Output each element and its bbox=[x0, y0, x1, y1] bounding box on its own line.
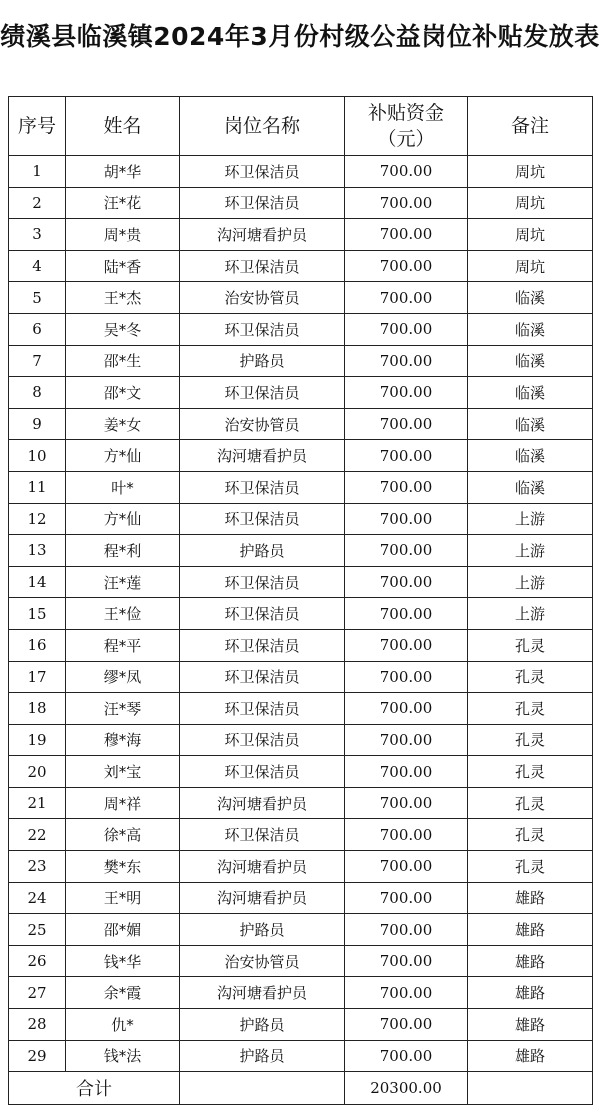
cell-seq: 2 bbox=[9, 187, 66, 219]
cell-post: 环卫保洁员 bbox=[180, 377, 345, 409]
cell-seq: 18 bbox=[9, 693, 66, 725]
cell-remark: 上游 bbox=[468, 503, 593, 535]
cell-seq: 26 bbox=[9, 945, 66, 977]
cell-name: 汪*琴 bbox=[66, 693, 180, 725]
table-row bbox=[9, 440, 593, 472]
cell-seq: 28 bbox=[9, 1009, 66, 1041]
cell-remark: 临溪 bbox=[468, 440, 593, 472]
table-row bbox=[9, 756, 593, 788]
table-row bbox=[9, 408, 593, 440]
cell-amount: 700.00 bbox=[345, 977, 468, 1009]
cell-name: 邵*生 bbox=[66, 345, 180, 377]
cell-seq: 12 bbox=[9, 503, 66, 535]
cell-name: 叶* bbox=[66, 471, 180, 503]
cell-remark: 上游 bbox=[468, 566, 593, 598]
cell-remark: 上游 bbox=[468, 598, 593, 630]
total-post-empty bbox=[180, 1072, 345, 1105]
cell-name: 余*霞 bbox=[66, 977, 180, 1009]
table-row bbox=[9, 250, 593, 282]
cell-name: 仇* bbox=[66, 1009, 180, 1041]
cell-name: 钱*法 bbox=[66, 1040, 180, 1072]
table-row bbox=[9, 724, 593, 756]
table-row bbox=[9, 219, 593, 251]
cell-name: 邵*媚 bbox=[66, 914, 180, 946]
cell-name: 周*祥 bbox=[66, 787, 180, 819]
cell-remark: 雄路 bbox=[468, 914, 593, 946]
table-row bbox=[9, 787, 593, 819]
cell-amount: 700.00 bbox=[345, 408, 468, 440]
table-row bbox=[9, 661, 593, 693]
cell-seq: 24 bbox=[9, 882, 66, 914]
cell-post: 沟河塘看护员 bbox=[180, 219, 345, 251]
cell-amount: 700.00 bbox=[345, 945, 468, 977]
cell-name: 王*俭 bbox=[66, 598, 180, 630]
cell-post: 护路员 bbox=[180, 535, 345, 567]
cell-name: 方*仙 bbox=[66, 503, 180, 535]
cell-seq: 10 bbox=[9, 440, 66, 472]
cell-name: 徐*高 bbox=[66, 819, 180, 851]
cell-post: 治安协管员 bbox=[180, 945, 345, 977]
cell-name: 汪*花 bbox=[66, 187, 180, 219]
cell-name: 吴*冬 bbox=[66, 313, 180, 345]
cell-remark: 雄路 bbox=[468, 882, 593, 914]
table-row bbox=[9, 945, 593, 977]
total-amount: 20300.00 bbox=[345, 1072, 468, 1105]
cell-amount: 700.00 bbox=[345, 282, 468, 314]
cell-remark: 周坑 bbox=[468, 187, 593, 219]
cell-post: 环卫保洁员 bbox=[180, 598, 345, 630]
table-row bbox=[9, 977, 593, 1009]
cell-seq: 11 bbox=[9, 471, 66, 503]
cell-post: 沟河塘看护员 bbox=[180, 851, 345, 883]
cell-name: 穆*海 bbox=[66, 724, 180, 756]
cell-remark: 临溪 bbox=[468, 282, 593, 314]
cell-post: 沟河塘看护员 bbox=[180, 977, 345, 1009]
header-amount-line1: 补贴资金 bbox=[367, 102, 444, 124]
cell-remark: 雄路 bbox=[468, 1040, 593, 1072]
header-remark: 备注 bbox=[468, 97, 593, 156]
cell-post: 沟河塘看护员 bbox=[180, 440, 345, 472]
cell-seq: 22 bbox=[9, 819, 66, 851]
cell-amount: 700.00 bbox=[345, 156, 468, 188]
table-row bbox=[9, 1040, 593, 1072]
cell-post: 环卫保洁员 bbox=[180, 661, 345, 693]
cell-amount: 700.00 bbox=[345, 787, 468, 819]
cell-post: 护路员 bbox=[180, 1009, 345, 1041]
cell-name: 缪*凤 bbox=[66, 661, 180, 693]
cell-seq: 23 bbox=[9, 851, 66, 883]
table-row bbox=[9, 566, 593, 598]
cell-post: 治安协管员 bbox=[180, 408, 345, 440]
cell-amount: 700.00 bbox=[345, 693, 468, 725]
cell-amount: 700.00 bbox=[345, 535, 468, 567]
header-amount-line2: （元） bbox=[377, 128, 435, 150]
cell-amount: 700.00 bbox=[345, 219, 468, 251]
table-row bbox=[9, 471, 593, 503]
cell-name: 王*杰 bbox=[66, 282, 180, 314]
cell-post: 环卫保洁员 bbox=[180, 471, 345, 503]
table-row bbox=[9, 345, 593, 377]
cell-amount: 700.00 bbox=[345, 724, 468, 756]
total-row bbox=[9, 1072, 593, 1105]
cell-seq: 5 bbox=[9, 282, 66, 314]
total-label: 合计 bbox=[9, 1072, 180, 1105]
cell-seq: 3 bbox=[9, 219, 66, 251]
cell-remark: 孔灵 bbox=[468, 693, 593, 725]
document-title: 绩溪县临溪镇2024年3月份村级公益岗位补贴发放表 bbox=[0, 22, 600, 51]
cell-amount: 700.00 bbox=[345, 345, 468, 377]
cell-post: 沟河塘看护员 bbox=[180, 787, 345, 819]
cell-remark: 雄路 bbox=[468, 977, 593, 1009]
cell-seq: 17 bbox=[9, 661, 66, 693]
cell-seq: 4 bbox=[9, 250, 66, 282]
cell-amount: 700.00 bbox=[345, 629, 468, 661]
cell-remark: 雄路 bbox=[468, 1009, 593, 1041]
cell-amount: 700.00 bbox=[345, 661, 468, 693]
cell-amount: 700.00 bbox=[345, 313, 468, 345]
cell-seq: 16 bbox=[9, 629, 66, 661]
cell-amount: 700.00 bbox=[345, 1009, 468, 1041]
cell-seq: 25 bbox=[9, 914, 66, 946]
subsidy-table bbox=[8, 96, 593, 1105]
cell-amount: 700.00 bbox=[345, 503, 468, 535]
cell-amount: 700.00 bbox=[345, 377, 468, 409]
cell-remark: 孔灵 bbox=[468, 756, 593, 788]
cell-seq: 19 bbox=[9, 724, 66, 756]
cell-seq: 15 bbox=[9, 598, 66, 630]
table-row bbox=[9, 629, 593, 661]
cell-post: 护路员 bbox=[180, 345, 345, 377]
header-post: 岗位名称 bbox=[180, 97, 345, 156]
table-row bbox=[9, 1009, 593, 1041]
table-body bbox=[9, 156, 593, 1072]
cell-remark: 临溪 bbox=[468, 313, 593, 345]
cell-seq: 7 bbox=[9, 345, 66, 377]
header-amount bbox=[345, 97, 468, 156]
cell-remark: 孔灵 bbox=[468, 661, 593, 693]
cell-post: 护路员 bbox=[180, 1040, 345, 1072]
cell-post: 环卫保洁员 bbox=[180, 724, 345, 756]
table-row bbox=[9, 377, 593, 409]
cell-name: 方*仙 bbox=[66, 440, 180, 472]
cell-seq: 29 bbox=[9, 1040, 66, 1072]
cell-name: 胡*华 bbox=[66, 156, 180, 188]
table-row bbox=[9, 535, 593, 567]
cell-amount: 700.00 bbox=[345, 882, 468, 914]
cell-amount: 700.00 bbox=[345, 1040, 468, 1072]
cell-amount: 700.00 bbox=[345, 440, 468, 472]
cell-post: 环卫保洁员 bbox=[180, 693, 345, 725]
cell-post: 环卫保洁员 bbox=[180, 313, 345, 345]
cell-name: 刘*宝 bbox=[66, 756, 180, 788]
cell-post: 环卫保洁员 bbox=[180, 756, 345, 788]
cell-remark: 临溪 bbox=[468, 471, 593, 503]
cell-post: 护路员 bbox=[180, 914, 345, 946]
cell-amount: 700.00 bbox=[345, 187, 468, 219]
cell-remark: 周坑 bbox=[468, 219, 593, 251]
cell-seq: 6 bbox=[9, 313, 66, 345]
cell-amount: 700.00 bbox=[345, 566, 468, 598]
cell-seq: 20 bbox=[9, 756, 66, 788]
table-row bbox=[9, 313, 593, 345]
cell-amount: 700.00 bbox=[345, 598, 468, 630]
header-name: 姓名 bbox=[66, 97, 180, 156]
cell-seq: 1 bbox=[9, 156, 66, 188]
total-remark-empty bbox=[468, 1072, 593, 1105]
cell-post: 治安协管员 bbox=[180, 282, 345, 314]
cell-seq: 9 bbox=[9, 408, 66, 440]
table-row bbox=[9, 693, 593, 725]
cell-post: 环卫保洁员 bbox=[180, 156, 345, 188]
cell-name: 程*利 bbox=[66, 535, 180, 567]
cell-post: 环卫保洁员 bbox=[180, 819, 345, 851]
table-row bbox=[9, 156, 593, 188]
table-row bbox=[9, 819, 593, 851]
cell-amount: 700.00 bbox=[345, 250, 468, 282]
cell-amount: 700.00 bbox=[345, 471, 468, 503]
cell-name: 程*平 bbox=[66, 629, 180, 661]
cell-name: 姜*女 bbox=[66, 408, 180, 440]
cell-remark: 周坑 bbox=[468, 156, 593, 188]
cell-name: 王*明 bbox=[66, 882, 180, 914]
table-row bbox=[9, 282, 593, 314]
cell-remark: 孔灵 bbox=[468, 819, 593, 851]
cell-remark: 孔灵 bbox=[468, 629, 593, 661]
table-row bbox=[9, 598, 593, 630]
cell-seq: 27 bbox=[9, 977, 66, 1009]
cell-remark: 临溪 bbox=[468, 408, 593, 440]
cell-seq: 8 bbox=[9, 377, 66, 409]
cell-post: 环卫保洁员 bbox=[180, 629, 345, 661]
cell-remark: 雄路 bbox=[468, 945, 593, 977]
cell-remark: 上游 bbox=[468, 535, 593, 567]
table-row bbox=[9, 851, 593, 883]
cell-name: 陆*香 bbox=[66, 250, 180, 282]
cell-remark: 临溪 bbox=[468, 345, 593, 377]
cell-post: 环卫保洁员 bbox=[180, 187, 345, 219]
table-row bbox=[9, 187, 593, 219]
cell-amount: 700.00 bbox=[345, 819, 468, 851]
cell-amount: 700.00 bbox=[345, 914, 468, 946]
cell-post: 环卫保洁员 bbox=[180, 250, 345, 282]
cell-remark: 周坑 bbox=[468, 250, 593, 282]
table-row bbox=[9, 914, 593, 946]
cell-remark: 孔灵 bbox=[468, 851, 593, 883]
cell-post: 环卫保洁员 bbox=[180, 566, 345, 598]
cell-amount: 700.00 bbox=[345, 756, 468, 788]
header-seq: 序号 bbox=[9, 97, 66, 156]
table-row bbox=[9, 882, 593, 914]
table-header-row bbox=[9, 97, 593, 156]
cell-post: 沟河塘看护员 bbox=[180, 882, 345, 914]
cell-seq: 21 bbox=[9, 787, 66, 819]
cell-name: 樊*东 bbox=[66, 851, 180, 883]
cell-amount: 700.00 bbox=[345, 851, 468, 883]
cell-post: 环卫保洁员 bbox=[180, 503, 345, 535]
table-row bbox=[9, 503, 593, 535]
cell-name: 汪*莲 bbox=[66, 566, 180, 598]
cell-name: 邵*文 bbox=[66, 377, 180, 409]
cell-remark: 孔灵 bbox=[468, 724, 593, 756]
cell-seq: 14 bbox=[9, 566, 66, 598]
cell-name: 周*贵 bbox=[66, 219, 180, 251]
cell-remark: 临溪 bbox=[468, 377, 593, 409]
cell-name: 钱*华 bbox=[66, 945, 180, 977]
cell-remark: 孔灵 bbox=[468, 787, 593, 819]
cell-seq: 13 bbox=[9, 535, 66, 567]
